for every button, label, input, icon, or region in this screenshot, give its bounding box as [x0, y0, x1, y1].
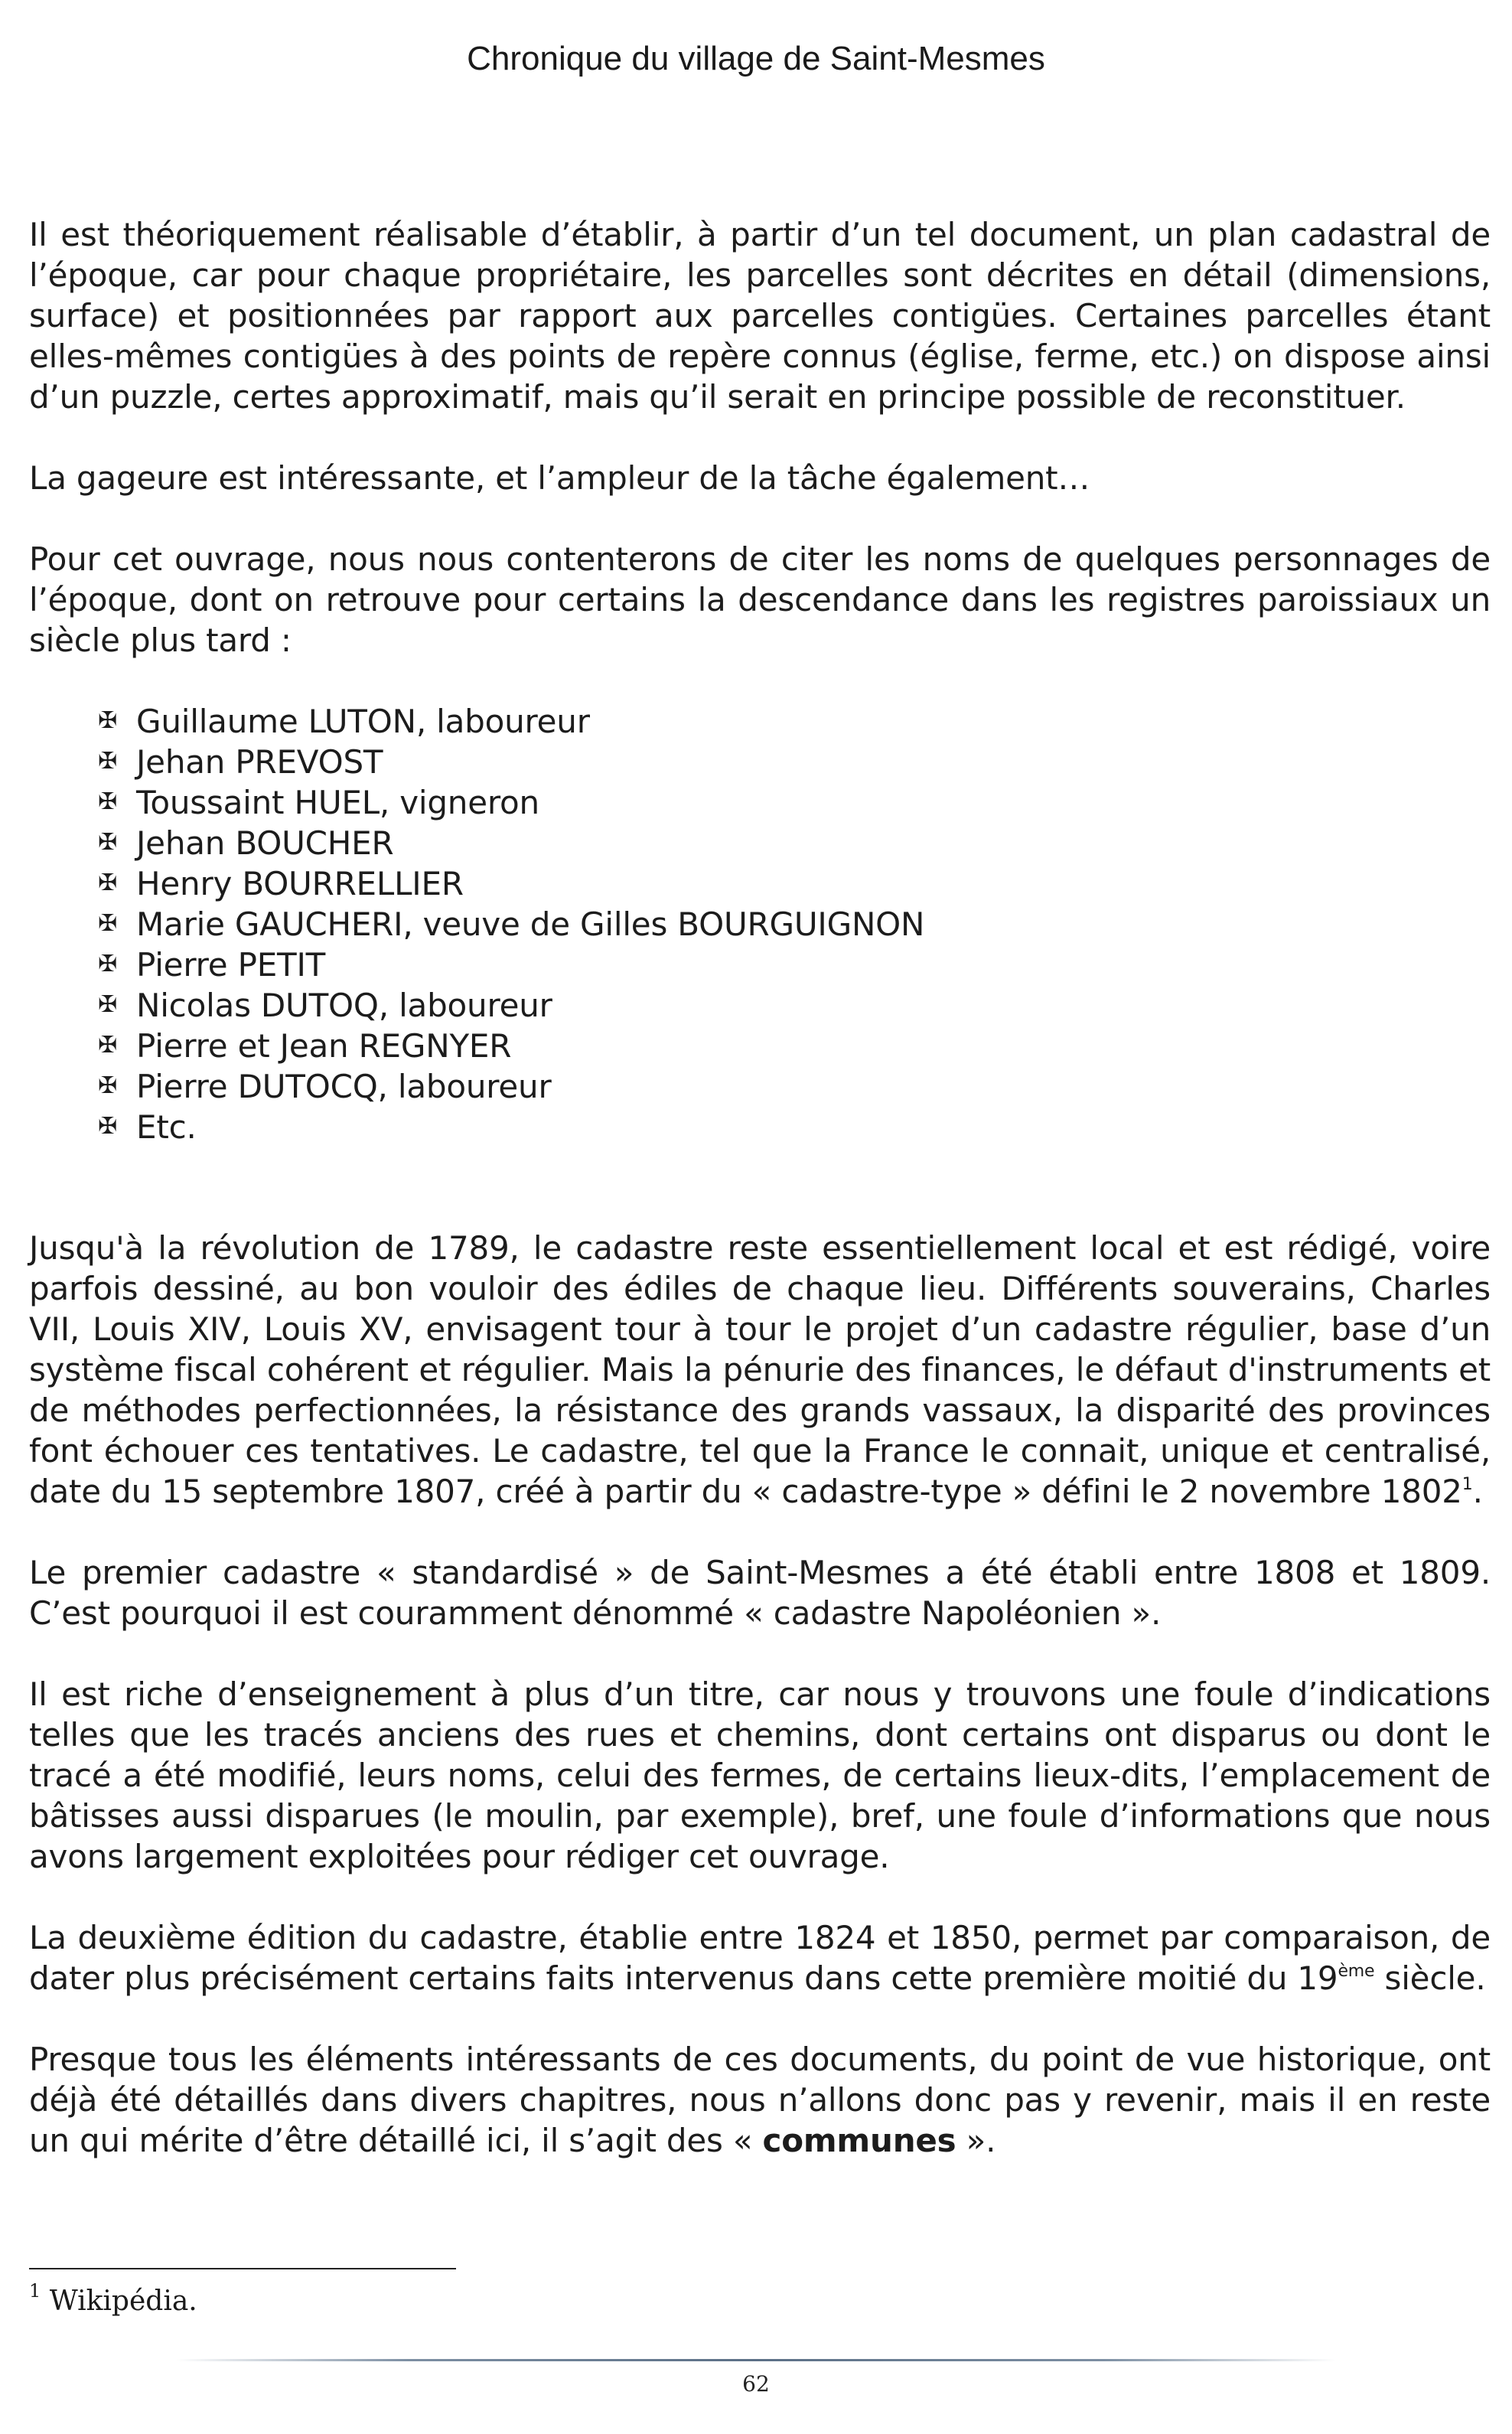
paragraph-deuxieme-text: La deuxième édition du cadastre, établie entre 1824 et 1850, permet par comparaison, de dater plus précisément certains faits intervenus dans cette première moitié du 19 — [29, 1919, 1491, 1997]
footnote — [29, 2280, 197, 2317]
paragraph-riche: Il est riche d’enseignement à plus d’un titre, car nous y trouvons une foule d’indications telles que les tracés anciens des rues et chemins, dont certains ont disparus ou dont le tracé a été modifié, leurs noms, celui des fermes, de certains lieux-dits, l’emplacement de bâtisses aussi disparues (le moulin, par exemple), bref, une foule d’informations que nous avons largement exploitées pour rédiger cet ouvrage. — [29, 1675, 1491, 1875]
names-list — [29, 701, 1491, 1147]
footnote-text: Wikipédia. — [41, 2286, 197, 2317]
footnote-separator — [29, 2268, 456, 2269]
paragraph-revolution-text: Jusqu'à la révolution de 1789, le cadastre reste essentiellement local et est rédigé, voire parfois dessiné, au bon vouloir des édiles de chaque lieu. Différents souverains, Charles VII, Louis XIV, Louis XV, envisagent tour à tour le projet d’un cadastre régulier, base d’un système fiscal cohérent et régulier. Mais la pénurie des finances, le défaut d'instruments et de méthodes perfectionnées, la résistance des grands vassaux, la disparité des provinces font échouer ces tentatives. Le cadastre, tel que la France le connait, unique et centralisé, date du 15 septembre 1807, créé à partir du « cadastre-type » défini le 2 novembre 1802 — [29, 1229, 1491, 1510]
cross-bullet-icon: ✠ — [98, 788, 117, 815]
list-item-text: Pierre et Jean REGNYER — [136, 1027, 512, 1065]
cross-bullet-icon: ✠ — [98, 1072, 117, 1099]
paragraph-revolution-end: . — [1472, 1473, 1483, 1510]
paragraph-gageure: La gageure est intéressante, et l’ampleur de la tâche également… — [29, 459, 1090, 497]
cross-bullet-icon: ✠ — [98, 991, 117, 1018]
list-item — [98, 782, 1491, 823]
paragraph-communes-text: Presque tous les éléments intéressants de ces documents, du point de vue historique, ont déjà été détaillés dans divers chapitres, nous n’allons donc pas y revenir, mais il en reste un qui mérite d’être détaillé ici, il s’agit des « — [29, 2041, 1491, 2159]
footnote-number: 1 — [29, 2280, 41, 2302]
paragraph-plan-cadastral: Il est théoriquement réalisable d’établir, à partir d’un tel document, un plan cadastral de l’époque, car pour chaque propriétaire, les parcelles sont décrites en détail (dimensions, surface) et positionnées par rapport aux parcelles contigües. Certaines parcelles étant elles-mêmes contigües à des points de repère connus (église, ferme, etc.) on dispose ainsi d’un puzzle, certes approximatif, mais qu’il serait en principe possible de reconstituer. — [29, 216, 1491, 416]
paragraph-deuxieme-edition — [29, 1917, 1491, 1998]
page-header-title: Chronique du village de Saint-Mesmes — [467, 40, 1045, 77]
page-number: 62 — [742, 2371, 770, 2396]
list-item — [98, 863, 1491, 904]
list-item — [98, 742, 1491, 782]
list-item — [98, 823, 1491, 863]
list-item — [98, 985, 1491, 1026]
cross-bullet-icon: ✠ — [98, 748, 117, 775]
communes-bold-term: communes — [762, 2122, 956, 2159]
paragraph-deuxieme-end: siècle. — [1374, 1959, 1486, 1997]
list-item-text: Marie GAUCHERI, veuve de Gilles BOURGUIGNON — [136, 905, 925, 943]
cross-bullet-icon: ✠ — [98, 829, 117, 856]
footnote-reference[interactable]: 1 — [1461, 1475, 1473, 1494]
list-item-text: Toussaint HUEL, vigneron — [136, 784, 539, 821]
main-text — [29, 214, 1491, 2201]
list-item-text: Nicolas DUTOQ, laboureur — [136, 987, 552, 1024]
list-item — [98, 945, 1491, 985]
paragraph-ouvrage: Pour cet ouvrage, nous nous contenterons de citer les noms de quelques personnages de l’époque, dont on retrouve pour certains la descendance dans les registres paroissiaux un siècle plus tard : — [29, 540, 1491, 659]
list-item — [98, 1026, 1491, 1066]
list-item-text: Henry BOURRELLIER — [136, 865, 464, 902]
cross-bullet-icon: ✠ — [98, 951, 117, 977]
cross-bullet-icon: ✠ — [98, 1032, 117, 1059]
cross-bullet-icon: ✠ — [98, 910, 117, 937]
paragraph-communes-end: ». — [956, 2122, 996, 2159]
list-item-text: Etc. — [136, 1108, 197, 1146]
list-item-text: Guillaume LUTON, laboureur — [136, 703, 590, 740]
list-item-text: Pierre DUTOCQ, laboureur — [136, 1068, 552, 1105]
list-item-text: Jehan BOUCHER — [136, 824, 394, 862]
paragraph-communes — [29, 2039, 1491, 2161]
cross-bullet-icon: ✠ — [98, 707, 117, 734]
ordinal-superscript: ème — [1338, 1962, 1375, 1981]
cross-bullet-icon: ✠ — [98, 870, 117, 896]
list-item-text: Jehan PREVOST — [136, 743, 383, 781]
list-item-text: Pierre PETIT — [136, 946, 326, 984]
list-item — [98, 701, 1491, 742]
footer-divider — [176, 2359, 1336, 2361]
cross-bullet-icon: ✠ — [98, 1113, 117, 1140]
list-item — [98, 1066, 1491, 1107]
list-item — [98, 1107, 1491, 1147]
list-item — [98, 904, 1491, 945]
paragraph-revolution — [29, 1228, 1491, 1512]
paragraph-napoleon: Le premier cadastre « standardisé » de Saint-Mesmes a été établi entre 1808 et 1809. C’est pourquoi il est couramment dénommé « cadastre Napoléonien ». — [29, 1554, 1491, 1632]
